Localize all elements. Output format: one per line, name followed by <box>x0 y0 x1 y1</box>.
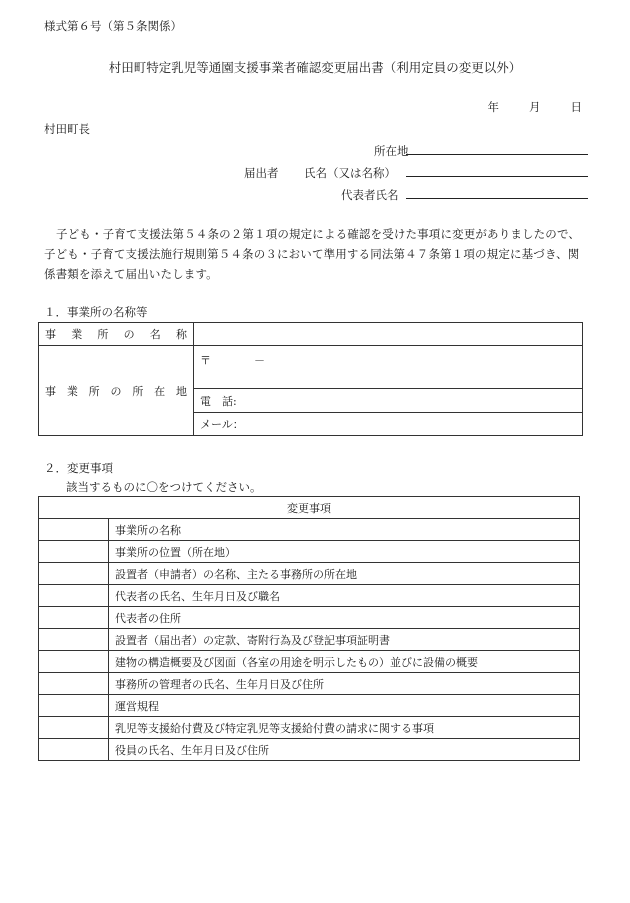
date-month-label: 月 <box>529 100 541 114</box>
change-item-row <box>39 607 580 629</box>
facility-name-label: 事業所の名称 <box>39 323 194 346</box>
change-item-label: 設置者（届出者）の定款、寄附行為及び登記事項証明書 <box>109 629 580 651</box>
change-item-mark-cell[interactable] <box>39 695 109 717</box>
facility-name-field[interactable] <box>194 323 583 346</box>
change-item-label: 事務所の管理者の氏名、生年月日及び住所 <box>109 673 580 695</box>
change-item-row <box>39 739 580 761</box>
representative-field[interactable] <box>404 185 588 199</box>
change-item-mark-cell[interactable] <box>39 673 109 695</box>
postal-address-field[interactable] <box>194 346 583 389</box>
change-item-row <box>39 651 580 673</box>
change-item-row <box>39 629 580 651</box>
change-item-label: 役員の氏名、生年月日及び住所 <box>109 739 580 761</box>
change-item-label: 代表者の住所 <box>109 607 580 629</box>
change-item-mark-cell[interactable] <box>39 717 109 739</box>
change-item-label: 代表者の氏名、生年月日及び職名 <box>109 585 580 607</box>
email-field[interactable] <box>194 413 583 436</box>
change-item-row <box>39 563 580 585</box>
representative-label: 代表者氏名 <box>341 188 399 202</box>
change-item-label: 乳児等支援給付費及び特定乳児等支援給付費の請求に関する事項 <box>109 717 580 739</box>
change-item-mark-cell[interactable] <box>39 629 109 651</box>
change-item-mark-cell[interactable] <box>39 607 109 629</box>
change-item-row <box>39 541 580 563</box>
facility-location-label: 事業所の所在地 <box>39 346 194 436</box>
change-item-mark-cell[interactable] <box>39 739 109 761</box>
change-item-mark-cell[interactable] <box>39 519 109 541</box>
change-item-label: 設置者（申請者）の名称、主たる事務所の所在地 <box>109 563 580 585</box>
body-text: 子ども・子育て支援法第５４条の２第１項の規定による確認を受けた事項に変更がありましたので、子ども・子育て支援法施行規則第５４条の３において準用する同法第４７条第１項の規定に基づき、関係書類を添えて届出いたします。 <box>44 227 581 281</box>
change-item-row <box>39 717 580 739</box>
changes-table <box>38 496 580 761</box>
change-item-row <box>39 673 580 695</box>
change-item-row <box>39 585 580 607</box>
change-item-label: 運営規程 <box>109 695 580 717</box>
form-number: 様式第６号（第５条関係） <box>44 19 182 33</box>
postal-mark: 〒 <box>200 354 211 367</box>
phone-label: 電 話: <box>200 394 237 408</box>
email-label: メール： <box>200 418 244 431</box>
change-item-label: 事業所の名称 <box>109 519 580 541</box>
date-year-label: 年 <box>487 100 499 114</box>
section2-heading: ２．変更事項 <box>44 461 113 475</box>
change-item-mark-cell[interactable] <box>39 585 109 607</box>
change-item-label: 建物の構造概要及び図面（各室の用途を明示したもの）並びに設備の概要 <box>109 651 580 673</box>
postal-dash: － <box>254 354 265 367</box>
change-item-mark-cell[interactable] <box>39 651 109 673</box>
address-label: 所在地 <box>374 144 409 158</box>
change-item-mark-cell[interactable] <box>39 563 109 585</box>
change-item-label: 事業所の位置（所在地） <box>109 541 580 563</box>
change-item-row <box>39 695 580 717</box>
phone-field[interactable] <box>194 389 583 413</box>
change-item-row <box>39 519 580 541</box>
section1-heading: １．事業所の名称等 <box>44 305 148 319</box>
change-item-mark-cell[interactable] <box>39 541 109 563</box>
addressee: 村田町長 <box>44 122 90 136</box>
address-field[interactable] <box>404 141 588 155</box>
document-title: 村田町特定乳児等通園支援事業者確認変更届出書（利用定員の変更以外） <box>108 60 522 75</box>
section2-instruction: 該当するものに〇をつけてください。 <box>66 480 262 494</box>
date-line <box>488 99 583 115</box>
body-paragraph <box>44 224 586 284</box>
facility-table <box>38 322 583 436</box>
name-label: 氏名（又は名称） <box>304 166 396 180</box>
date-day-label: 日 <box>570 100 582 114</box>
applicant-group-label: 届出者 <box>244 166 279 180</box>
changes-table-header: 変更事項 <box>39 497 580 519</box>
name-field[interactable] <box>404 163 588 177</box>
